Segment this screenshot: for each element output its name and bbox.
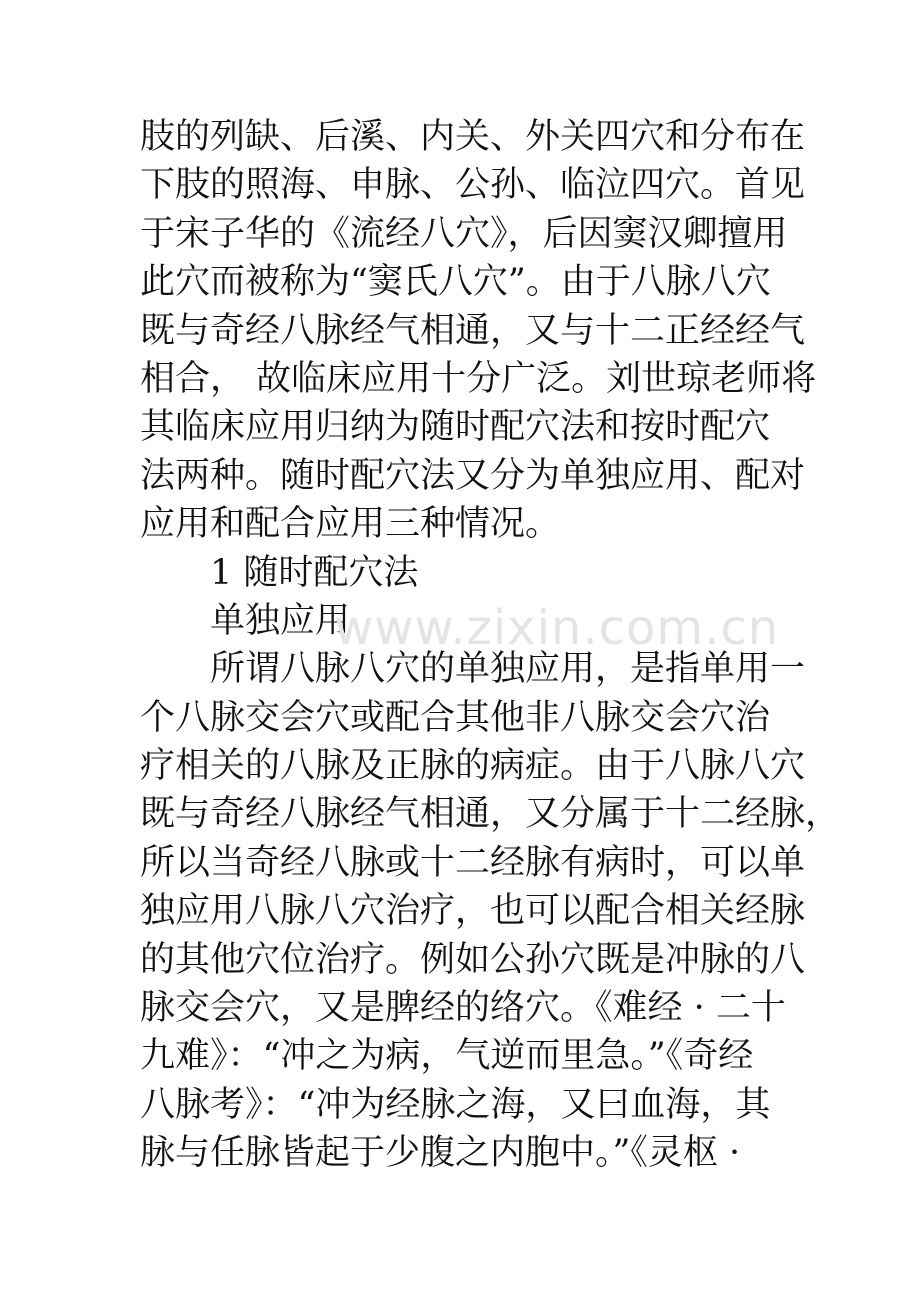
text-line: 法两种。随时配穴法又分为单独应用、配对 xyxy=(140,455,806,496)
text-line: 脉交会穴，又是脾经的络穴。《难经 · 二十 xyxy=(140,988,786,1029)
text-line: 独应用八脉八穴治疗，也可以配合相关经脉 xyxy=(140,891,806,932)
text-line: 疗相关的八脉及正脉的病症。由于八脉八穴 xyxy=(140,746,806,787)
text-line: 此穴而被称为“窦氏八穴”。由于八脉八穴 xyxy=(140,262,771,303)
text-line: 既与奇经八脉经气相通，又与十二正经经气 xyxy=(140,310,806,351)
text-line: 所以当奇经八脉或十二经脉有病时，可以单 xyxy=(140,842,806,883)
text-line: 应用和配合应用三种情况。 xyxy=(140,504,561,545)
text-line: 肢的列缺、后溪、内关、外关四穴和分布在 xyxy=(140,117,806,157)
subsection-heading: 单独应用 xyxy=(210,600,351,641)
text-line: 的其他穴位治疗。例如公孙穴既是冲脉的八 xyxy=(140,939,806,980)
text-line: 所谓八脉八穴的单独应用，是指单用一 xyxy=(210,649,806,690)
watermark: www.zixin.com.cn xyxy=(334,600,780,656)
text-line: 于宋子华的《流经八穴》，后因窦汉卿擅用 xyxy=(140,213,788,254)
section-heading: 1 随时配穴法 xyxy=(210,552,419,593)
text-line: 九难》：“冲之为病，气逆而里急。”《奇经 xyxy=(140,1036,754,1077)
text-line: 下肢的照海、申脉、公孙、临泣四穴。首见 xyxy=(140,165,806,206)
text-line: 八脉考》：“冲为经脉之海，又曰血海，其 xyxy=(140,1084,771,1125)
text-line: 个八脉交会穴或配合其他非八脉交会穴治 xyxy=(140,697,771,738)
text-line: 既与奇经八脉经气相通，又分属于十二经脉， xyxy=(140,794,841,835)
text-line: 其临床应用归纳为随时配穴法和按时配穴 xyxy=(140,407,771,448)
text-line: 脉与任脉皆起于少腹之内胞中。”《灵枢 · xyxy=(140,1133,741,1174)
text-line: 相合， 故临床应用十分广泛。刘世琼老师将 xyxy=(140,358,817,399)
